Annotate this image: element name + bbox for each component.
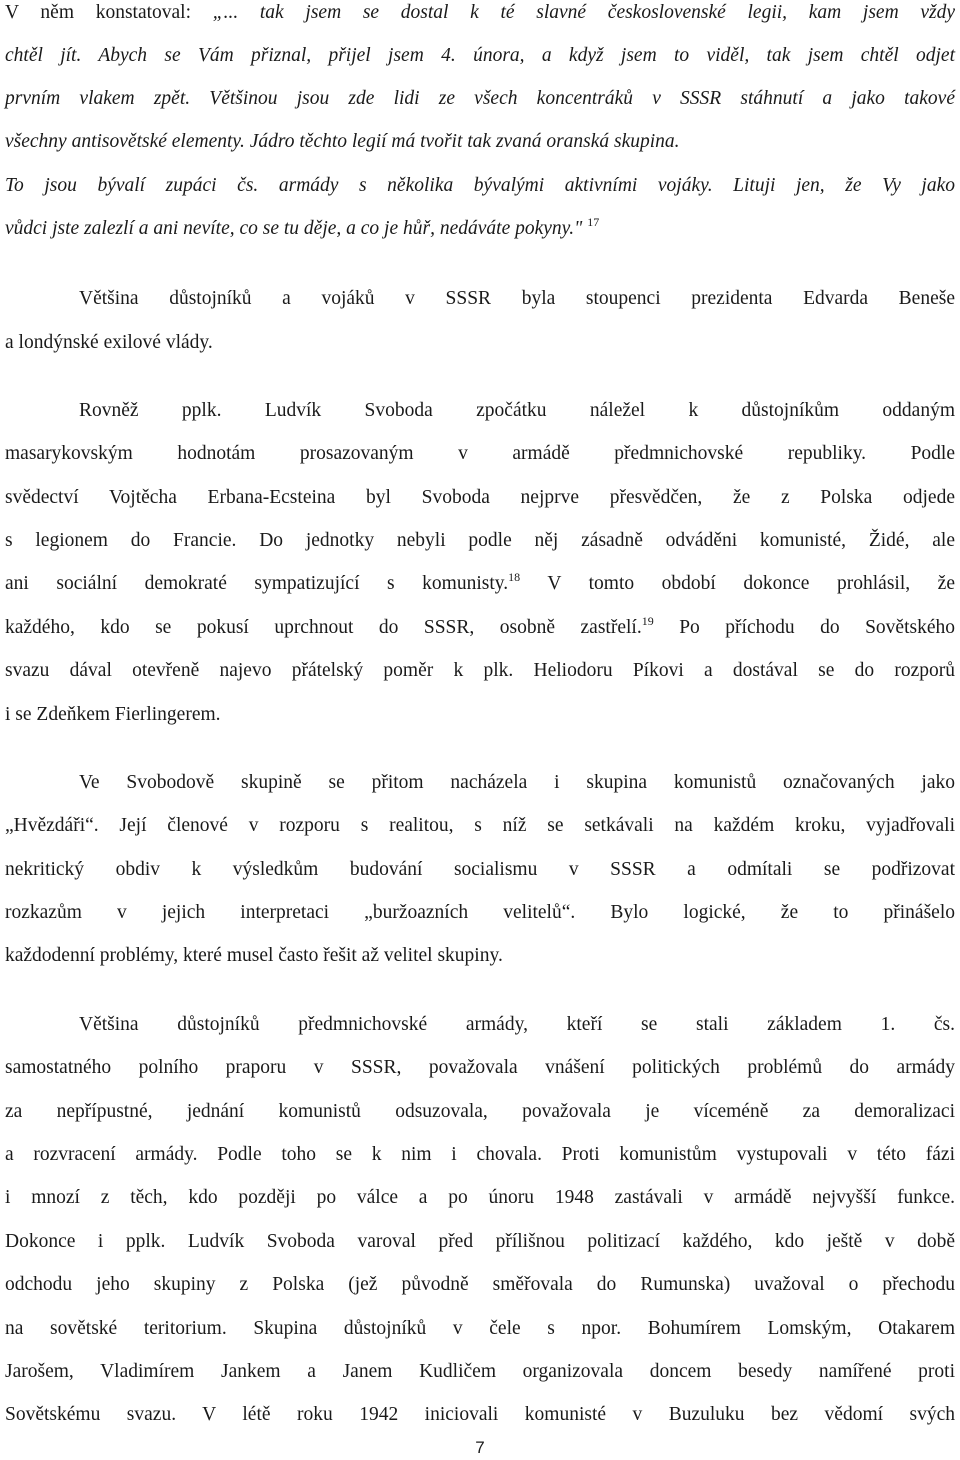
footnote-ref-18: 18 (508, 570, 521, 584)
paragraph-5-line-8: na sovětské teritorium. Skupina důstojníků v čele s npor. Bohumírem Lomským, Otakarem (5, 1318, 955, 1339)
paragraph-5-line-4: a rozvracení armády. Podle toho se k nim i chovala. Proti komunistům vystupovali v této fázi (5, 1144, 955, 1165)
paragraph-3-line-5 (5, 572, 955, 597)
paragraph-5-line-10: Sovětskému svazu. V létě roku 1942 iniciovali komunisté v Buzuluku bez vědomí svých (5, 1404, 955, 1425)
quote-line-1 (5, 1, 955, 25)
paragraph-3-line-4: s legionem do Francie. Do jednotky nebyli podle něj zásadně odváděni komunisté, Židé, ale (5, 530, 955, 551)
paragraph-4-line-1: Ve Svobodově skupině se přitom nacházela i skupina komunistů označovaných jako (79, 772, 955, 793)
paragraph-2-line-1: Většina důstojníků a vojáků v SSSR byla stoupenci prezidenta Edvarda Beneše (79, 288, 955, 309)
paragraph-5-line-1: Většina důstojníků předmnichovské armády, kteří se stali základem 1. čs. (79, 1014, 955, 1035)
quote-line-3: prvním vlakem zpět. Většinou jsou zde lidi ze všech koncentráků v SSSR stáhnutí a jako takové (5, 88, 955, 109)
paragraph-4-line-5: každodenní problémy, které musel často řešit až velitel skupiny. (5, 945, 503, 966)
paragraph-3-line-2: masarykovským hodnotám prosazovaným v armádě předmnichovské republiky. Podle (5, 443, 955, 464)
paragraph-3-line-6 (5, 616, 955, 641)
footnote-ref-19: 19 (641, 614, 654, 628)
quote-line-2: chtěl jít. Abych se Vám přiznal, přijel jsem 4. února, a když jsem to viděl, tak jsem chtěl odjet (5, 45, 955, 66)
paragraph-5-line-9: Jarošem, Vladimírem Jankem a Janem Kudličem organizovala doncem besedy namířené proti (5, 1361, 955, 1382)
quote-line-6 (5, 217, 955, 242)
paragraph-2-line-2: a londýnské exilové vlády. (5, 332, 213, 353)
paragraph-4-line-2: „Hvězdáři“. Její členové v rozporu s realitou, s níž se setkávali na každém kroku, vyjadřovali (5, 815, 955, 836)
paragraph-3-line-3: svědectví Vojtěcha Erbana-Ecsteina byl Svoboda nejprve přesvědčen, že z Polska odjede (5, 487, 955, 508)
paragraph-3-line-5-rest: V tomto období dokonce prohlásil, že (520, 573, 955, 594)
paragraph-4-line-3: nekritický obdiv k výsledkům budování socialismu v SSSR a odmítali se podřizovat (5, 859, 955, 880)
footnote-ref-17: 17 (587, 215, 600, 229)
page-number: 7 (475, 1438, 485, 1457)
quote-intro: V něm konstatoval: (5, 2, 213, 23)
paragraph-3-line-7: svazu dával otevřeně najevo přátelský poměr k plk. Heliodoru Píkovi a dostával se do rozporů (5, 660, 955, 681)
paragraph-4-line-4: rozkazům v jejich interpretaci „buržoazních velitelů“. Bylo logické, že to přinášelo (5, 902, 955, 923)
paragraph-5-line-2: samostatného polního praporu v SSSR, považovala vnášení politických problémů do armády (5, 1057, 955, 1078)
paragraph-3-line-5-text: ani sociální demokraté sympatizující s komunisty. (5, 573, 509, 594)
paragraph-3-line-6-text: každého, kdo se pokusí uprchnout do SSSR, osobně zastřelí. (5, 617, 642, 638)
paragraph-5-line-3: za nepřípustné, jednání komunistů odsuzovala, považovala je víceméně za demoralizaci (5, 1101, 955, 1122)
paragraph-5-line-7: odchodu jeho skupiny z Polska (jež původně směřovala do Rumunska) uvažoval o přechodu (5, 1274, 955, 1295)
paragraph-3-line-1: Rovněž pplk. Ludvík Svoboda zpočátku náležel k důstojníkům oddaným (79, 400, 955, 421)
paragraph-3-line-6-rest: Po příchodu do Sovětského (653, 617, 955, 638)
paragraph-5-line-6: Dokonce i pplk. Ludvík Svoboda varoval před přílišnou politizací každého, kdo ještě v době (5, 1231, 955, 1252)
quote-text: „... tak jsem se dostal k té slavné československé legii, kam jsem vždy (212, 2, 955, 23)
paragraph-5-line-5: i mnozí z těch, kdo později po válce a po únoru 1948 zastávali v armádě nejvyšší funkce. (5, 1187, 955, 1208)
quote-line-4: všechny antisovětské elementy. Jádro těchto legií má tvořit tak zvaná oranská skupina. (5, 131, 680, 152)
paragraph-3-line-8: i se Zdeňkem Fierlingerem. (5, 704, 221, 725)
quote-line-5: To jsou bývalí zupáci čs. armády s několika bývalými aktivními vojáky. Lituji jen, že Vy jako (5, 175, 955, 196)
quote-end-text: vůdci jste zalezlí a ani nevíte, co se tu děje, a co je hůř, nedáváte pokyny." (5, 218, 583, 239)
